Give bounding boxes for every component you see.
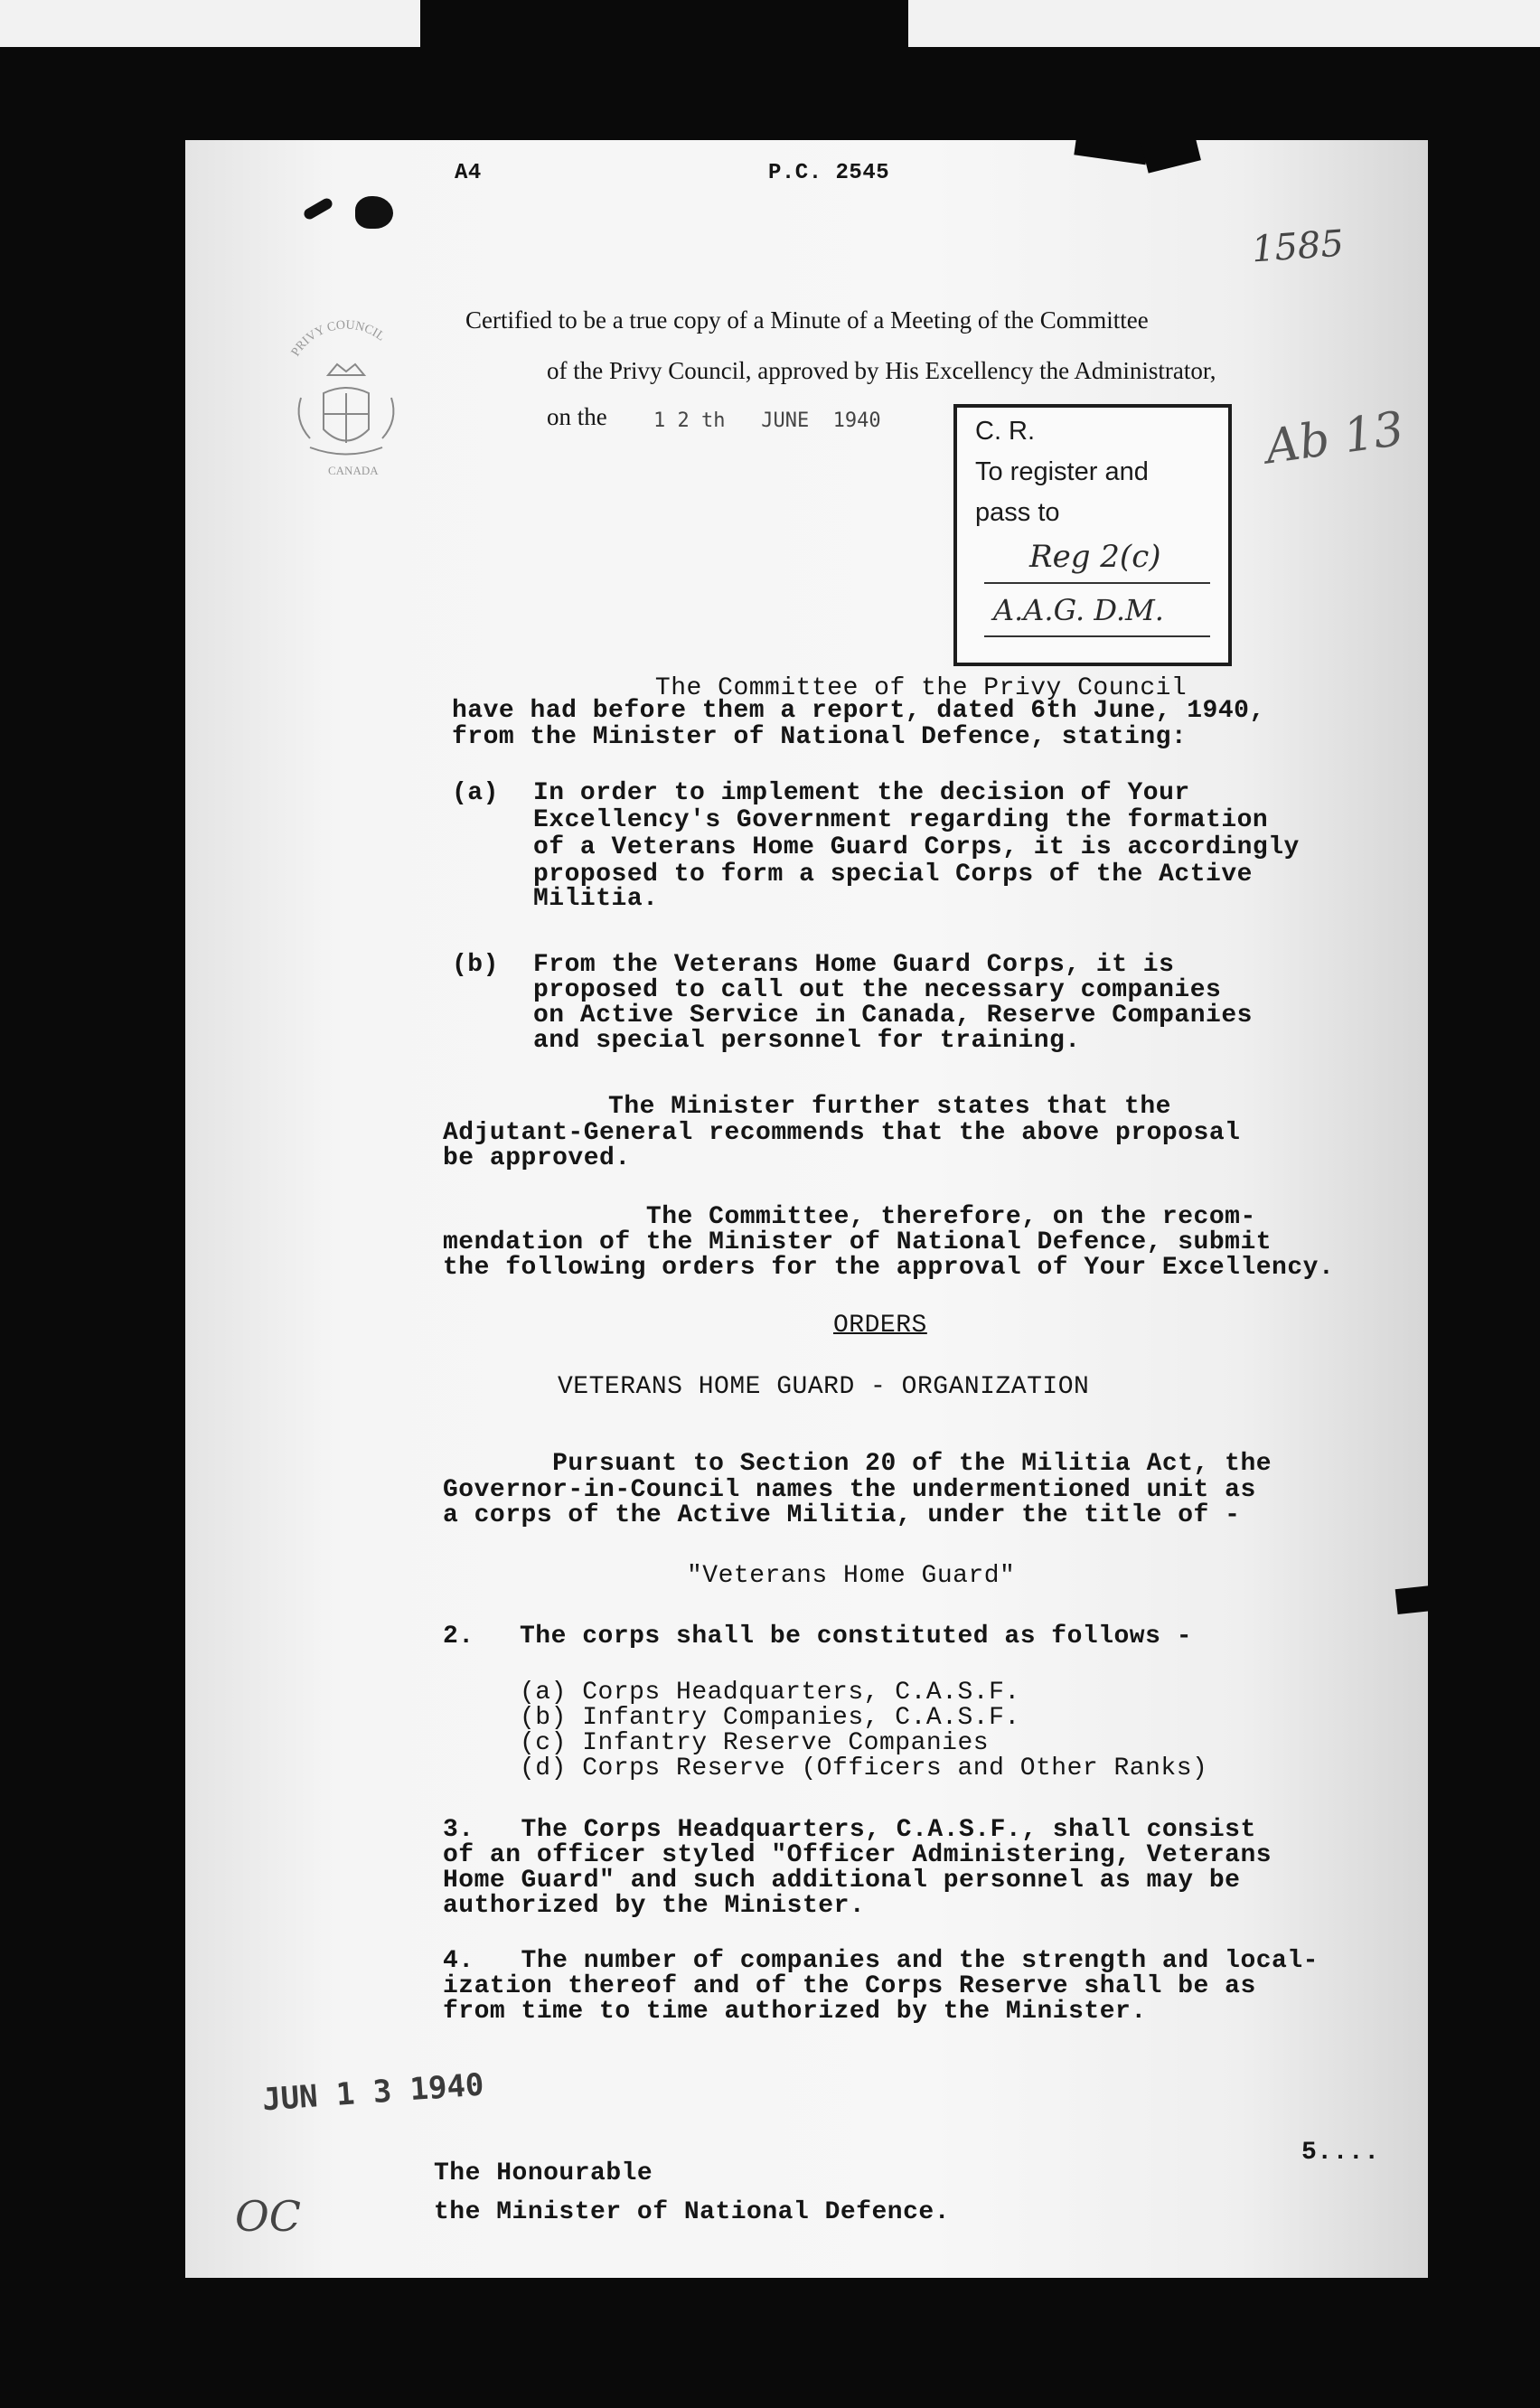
routing-stamp [953, 404, 1232, 666]
item-a-marker: (a) [452, 779, 499, 807]
unit-title: "Veterans Home Guard" [687, 1562, 1016, 1590]
para-3-line-1: 3. The Corps Headquarters, C.A.S.F., shall consist [443, 1816, 1256, 1844]
pursuant-line-1: Pursuant to Section 20 of the Militia Act, the [443, 1450, 1272, 1478]
para-4-line-3: from time to time authorized by the Minister. [443, 1998, 1147, 2026]
para-4-line-2: ization thereof and of the Corps Reserve shall be as [443, 1972, 1256, 2000]
certification-line-2: of the Privy Council, approved by His Excellency the Administrator, [547, 357, 1216, 384]
routing-hand-1: Reg 2(c) [1029, 539, 1161, 575]
orders-heading: ORDERS [833, 1312, 927, 1340]
item-b-line-3: on Active Service in Canada, Reserve Companies [533, 1002, 1253, 1030]
item-b-line-4: and special personnel for training. [533, 1027, 1081, 1055]
corner-handwritten-number: 1585 [1250, 222, 1346, 271]
para-2-number: 2. [443, 1623, 474, 1651]
item-b-line-2: proposed to call out the necessary companies [533, 976, 1222, 1004]
addressee-line-2: the Minister of National Defence. [434, 2198, 950, 2226]
constitution-item-a: (a) Corps Headquarters, C.A.S.F. [520, 1679, 1020, 1707]
constitution-item-b: (b) Infantry Companies, C.A.S.F. [520, 1704, 1020, 1732]
ink-mark [302, 196, 333, 221]
pursuant-line-3: a corps of the Active Militia, under the title of - [443, 1501, 1241, 1529]
certification-line-1: Certified to be a true copy of a Minute of a Meeting of the Committee [465, 306, 1149, 334]
item-b-line-1: From the Veterans Home Guard Corps, it is [533, 951, 1175, 979]
top-margin-strip-right [908, 0, 1540, 47]
routing-stamp-pass-to: pass to [975, 498, 1060, 527]
svg-text:PRIVY COUNCIL [289, 318, 388, 359]
para-3-line-2: of an officer styled "Officer Administering, Veterans [443, 1841, 1272, 1869]
torn-edge [1395, 1584, 1428, 1614]
handwritten-initials: OC [235, 2192, 301, 2241]
item-a-line-2: Excellency's Government regarding the formation [533, 806, 1269, 834]
seal-text-bottom: CANADA [328, 464, 379, 477]
received-date-stamp: JUN 1 3 1940 [260, 2066, 485, 2119]
certification-on-the: on the [547, 403, 607, 430]
torn-edge [1140, 140, 1201, 174]
routing-stamp-register: To register and [975, 457, 1149, 486]
para-4-line-1: 4. The number of companies and the strength and local- [443, 1947, 1319, 1975]
para-2-text: The corps shall be constituted as follows - [520, 1623, 1193, 1651]
intro-line-3: from the Minister of National Defence, stating: [452, 723, 1188, 751]
ref-left: A4 [455, 161, 482, 185]
minister-line-2: Adjutant-General recommends that the above proposal [443, 1119, 1241, 1147]
committee-line-3: the following orders for the approval of Your Excellency. [443, 1254, 1335, 1282]
ink-blot [355, 196, 393, 229]
minister-line-3: be approved. [443, 1144, 631, 1172]
torn-edge [1074, 140, 1149, 165]
item-a-line-5: Militia. [533, 885, 659, 913]
privy-council-seal-icon [278, 307, 414, 484]
orders-subheading: VETERANS HOME GUARD - ORGANIZATION [558, 1373, 1090, 1401]
item-a-line-1: In order to implement the decision of Your [533, 779, 1190, 807]
routing-hand-2: A.A.G. D.M. [993, 593, 1164, 627]
seal-text-top: PRIVY COUNCIL [288, 318, 388, 360]
para-3-line-4: authorized by the Minister. [443, 1892, 866, 1920]
routing-line-2 [984, 635, 1210, 637]
intro-line-2: have had before them a report, dated 6th June, 1940, [452, 697, 1265, 725]
item-b-marker: (b) [452, 951, 499, 979]
minister-line-1: The Minister further states that the [452, 1093, 1171, 1121]
routing-stamp-cr: C. R. [975, 417, 1036, 446]
top-margin-strip-left [0, 0, 420, 47]
document-page [185, 140, 1428, 2278]
constitution-item-c: (c) Infantry Reserve Companies [520, 1729, 990, 1757]
item-a-line-4: proposed to form a special Corps of the Active [533, 861, 1253, 889]
ref-pc-number: P.C. 2545 [768, 161, 890, 185]
continuation-marker: 5.... [1301, 2139, 1380, 2167]
para-3-line-3: Home Guard" and such additional personnel as may be [443, 1867, 1241, 1895]
intro-line-1: The Committee of the Privy Council [452, 674, 1188, 702]
certification-date-stamp: 1 2 th JUNE 1940 [653, 409, 881, 432]
margin-handwritten-note: Ab 13 [1262, 401, 1407, 475]
committee-line-1: The Committee, therefore, on the recom- [443, 1203, 1256, 1231]
constitution-item-d: (d) Corps Reserve (Officers and Other Ranks) [520, 1754, 1208, 1782]
addressee-line-1: The Honourable [434, 2159, 653, 2187]
pursuant-line-2: Governor-in-Council names the undermentioned unit as [443, 1476, 1256, 1504]
routing-line-1 [984, 582, 1210, 584]
item-a-line-3: of a Veterans Home Guard Corps, it is accordingly [533, 833, 1300, 861]
committee-line-2: mendation of the Minister of National Defence, submit [443, 1228, 1272, 1256]
